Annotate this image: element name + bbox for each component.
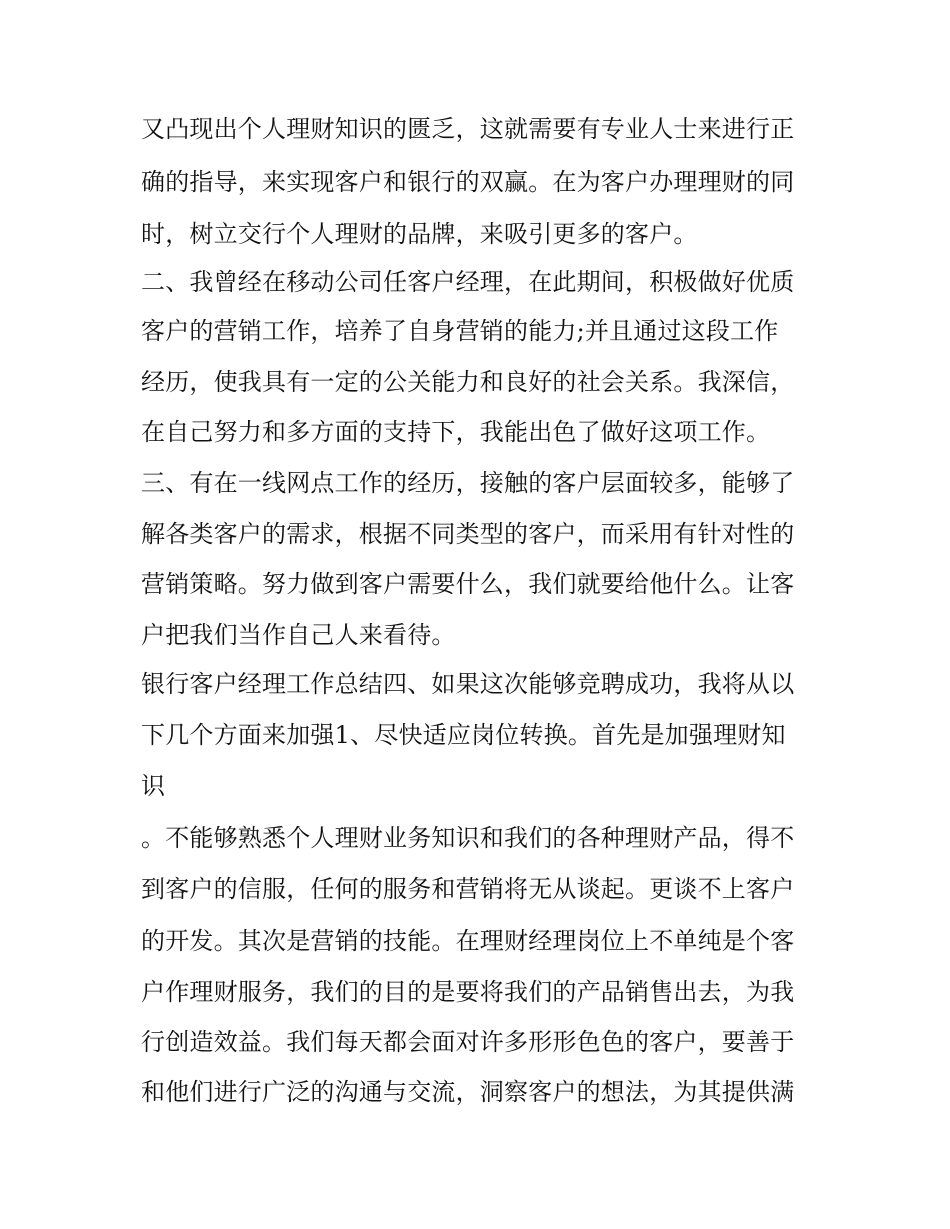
text-line: 二、我曾经在移动公司任客户经理，在此期间，积极做好优质 [141, 268, 795, 296]
text-line: 的开发。其次是营销的技能。在理财经理岗位上不单纯是个客 [141, 927, 795, 955]
text-line: 客户的营销工作，培养了自身营销的能力;并且通过这段工作 [141, 317, 779, 345]
text-line: 时，树立交行个人理财的品牌，来吸引更多的客户。 [141, 220, 698, 248]
text-line: 确的指导，来实现客户和银行的双赢。在为客户办理理财的同 [141, 168, 795, 196]
text-line: 和他们进行广泛的沟通与交流，洞察客户的想法，为其提供满 [141, 1078, 795, 1106]
text-line: 行创造效益。我们每天都会面对许多形形色色的客户，要善于 [141, 1028, 795, 1056]
text-line: 银行客户经理工作总结四、如果这次能够竞聘成功，我将从以 [141, 670, 795, 698]
text-line: 识 [141, 772, 166, 800]
text-line: 又凸现出个人理财知识的匮乏，这就需要有专业人士来进行正 [141, 115, 795, 143]
text-line: 户作理财服务，我们的目的是要将我们的产品销售出去，为我 [141, 978, 795, 1006]
text-line: 营销策略。努力做到客户需要什么，我们就要给他什么。让客 [141, 570, 795, 598]
text-line: 到客户的信服，任何的服务和营销将无从谈起。更谈不上客户 [141, 875, 795, 903]
text-line: 在自己努力和多方面的支持下，我能出色了做好这项工作。 [141, 418, 771, 446]
text-line: 三、有在一线网点工作的经历，接触的客户层面较多，能够了 [141, 469, 795, 497]
text-line: 下几个方面来加强1、尽快适应岗位转换。首先是加强理财知 [141, 721, 786, 749]
text-line: 解各类客户的需求，根据不同类型的客户，而采用有针对性的 [141, 520, 795, 548]
text-line: 。不能够熟悉个人理财业务知识和我们的各种理财产品，得不 [141, 824, 795, 852]
text-line: 户把我们当作自己人来看待。 [141, 621, 456, 649]
text-line: 经历，使我具有一定的公关能力和良好的社会关系。我深信， [141, 368, 795, 396]
